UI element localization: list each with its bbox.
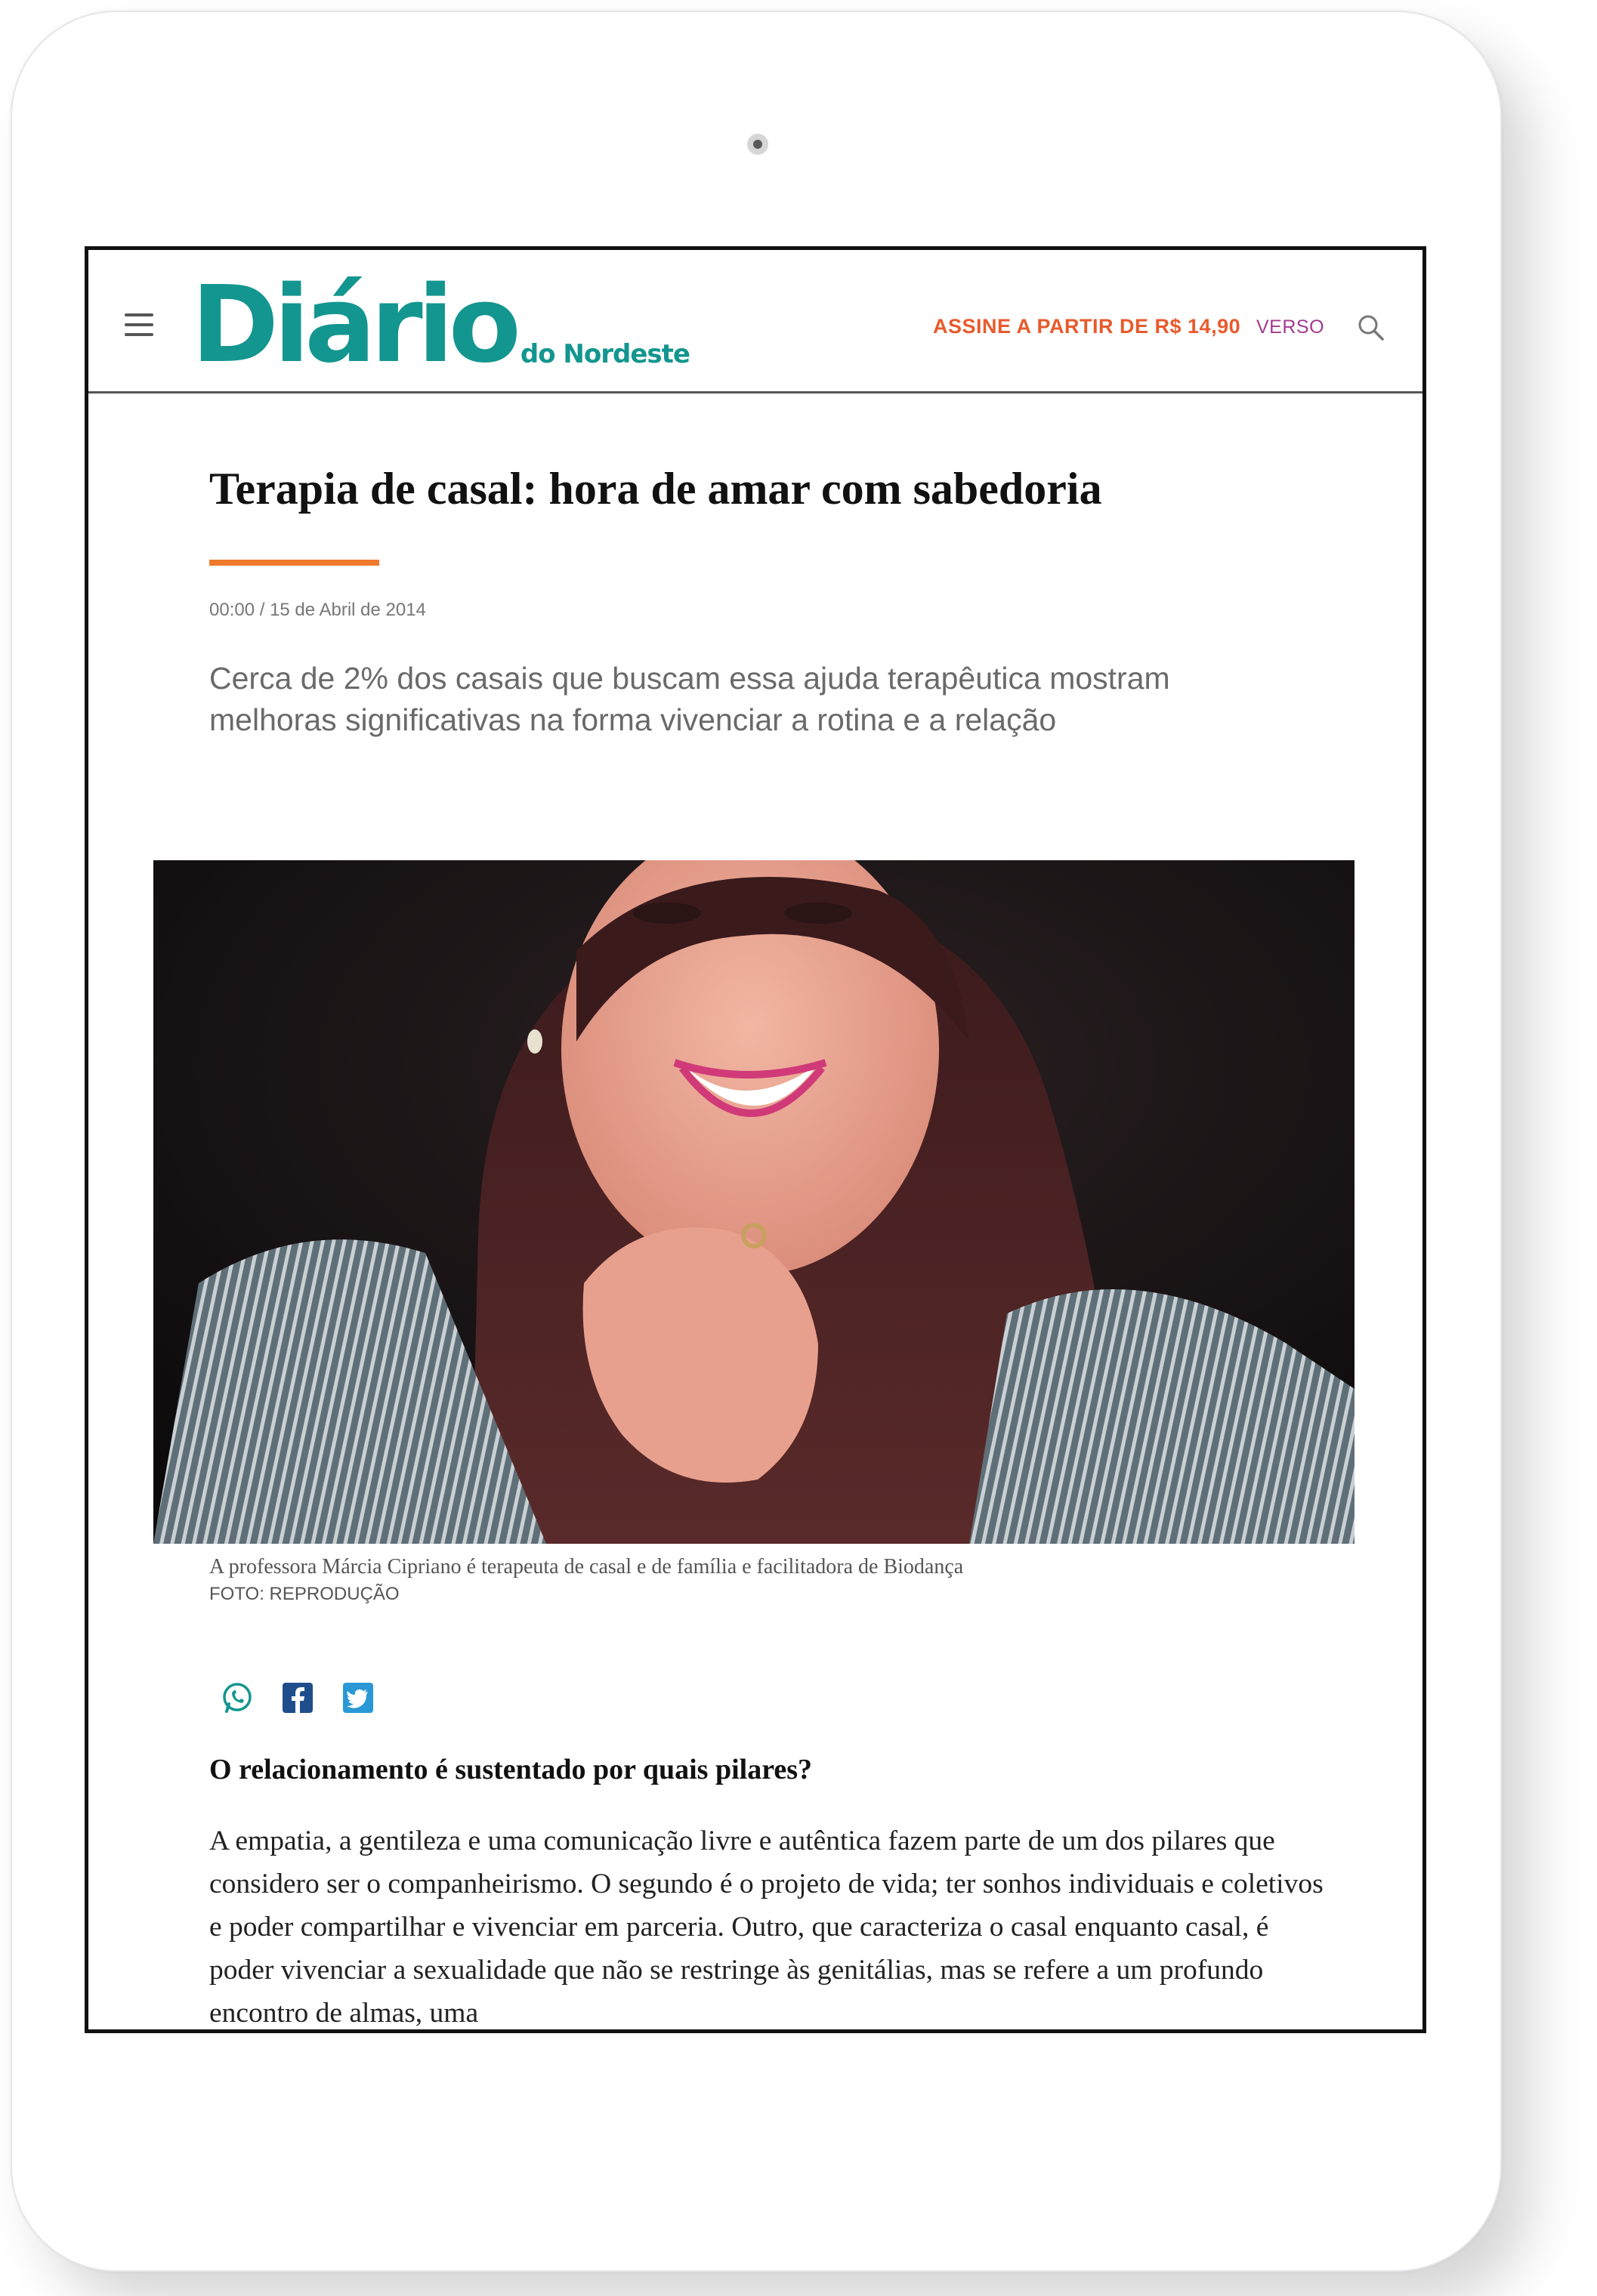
browser-screen [85, 246, 1426, 2033]
camera-icon [747, 134, 768, 155]
article-subheading: O relacionamento é sustentado por quais pilares? [209, 1754, 813, 1785]
hamburger-line [125, 313, 153, 316]
title-divider [209, 560, 379, 566]
logo-main: Diário [191, 264, 516, 387]
hamburger-line [125, 323, 153, 326]
article-photo [153, 860, 1355, 1544]
photo-credit: FOTO: REPRODUÇÃO [209, 1584, 400, 1604]
article-standfirst: Cerca de 2% dos casais que buscam essa ajuda terapêutica mostram melhoras significativas na forma vivenciar a rotina e a relação [209, 661, 1170, 738]
logo-sub: do Nordeste [520, 339, 690, 369]
hamburger-line [125, 333, 153, 336]
facebook-icon[interactable] [280, 1680, 315, 1715]
whatsapp-icon[interactable] [220, 1680, 255, 1715]
site-header [88, 250, 1422, 393]
article-title: Terapia de casal: hora de amar com sabedoria [209, 464, 1102, 514]
share-bar [220, 1680, 375, 1715]
tablet-frame [11, 11, 1502, 2272]
hamburger-icon[interactable] [125, 313, 153, 336]
article-timestamp: 00:00 / 15 de Abril de 2014 [209, 600, 426, 620]
photo-caption: A professora Márcia Cipriano é terapeuta de casal e de família e facilitadora de Biodança [209, 1555, 964, 1578]
site-logo[interactable] [191, 264, 690, 387]
search-icon[interactable] [1355, 312, 1385, 342]
subscribe-link[interactable]: ASSINE A PARTIR DE R$ 14,90 [933, 315, 1241, 338]
twitter-icon[interactable] [341, 1680, 375, 1715]
article-body-paragraph: A empatia, a gentileza e uma comunicação livre e autêntica fazem parte de um dos pilares que considero ser o companheirismo. O segundo é o projeto de vida; ter sonhos individuais e coletivos e poder compartilhar e vivenciar em parceria. Outro, que caracteriza o casal enquanto casal, é poder vivenciar a sexualidade que não se restringe às genitálias, mas se refere a um profundo encontro de almas, uma [209, 1825, 1324, 2029]
verso-link[interactable]: VERSO [1256, 316, 1325, 338]
